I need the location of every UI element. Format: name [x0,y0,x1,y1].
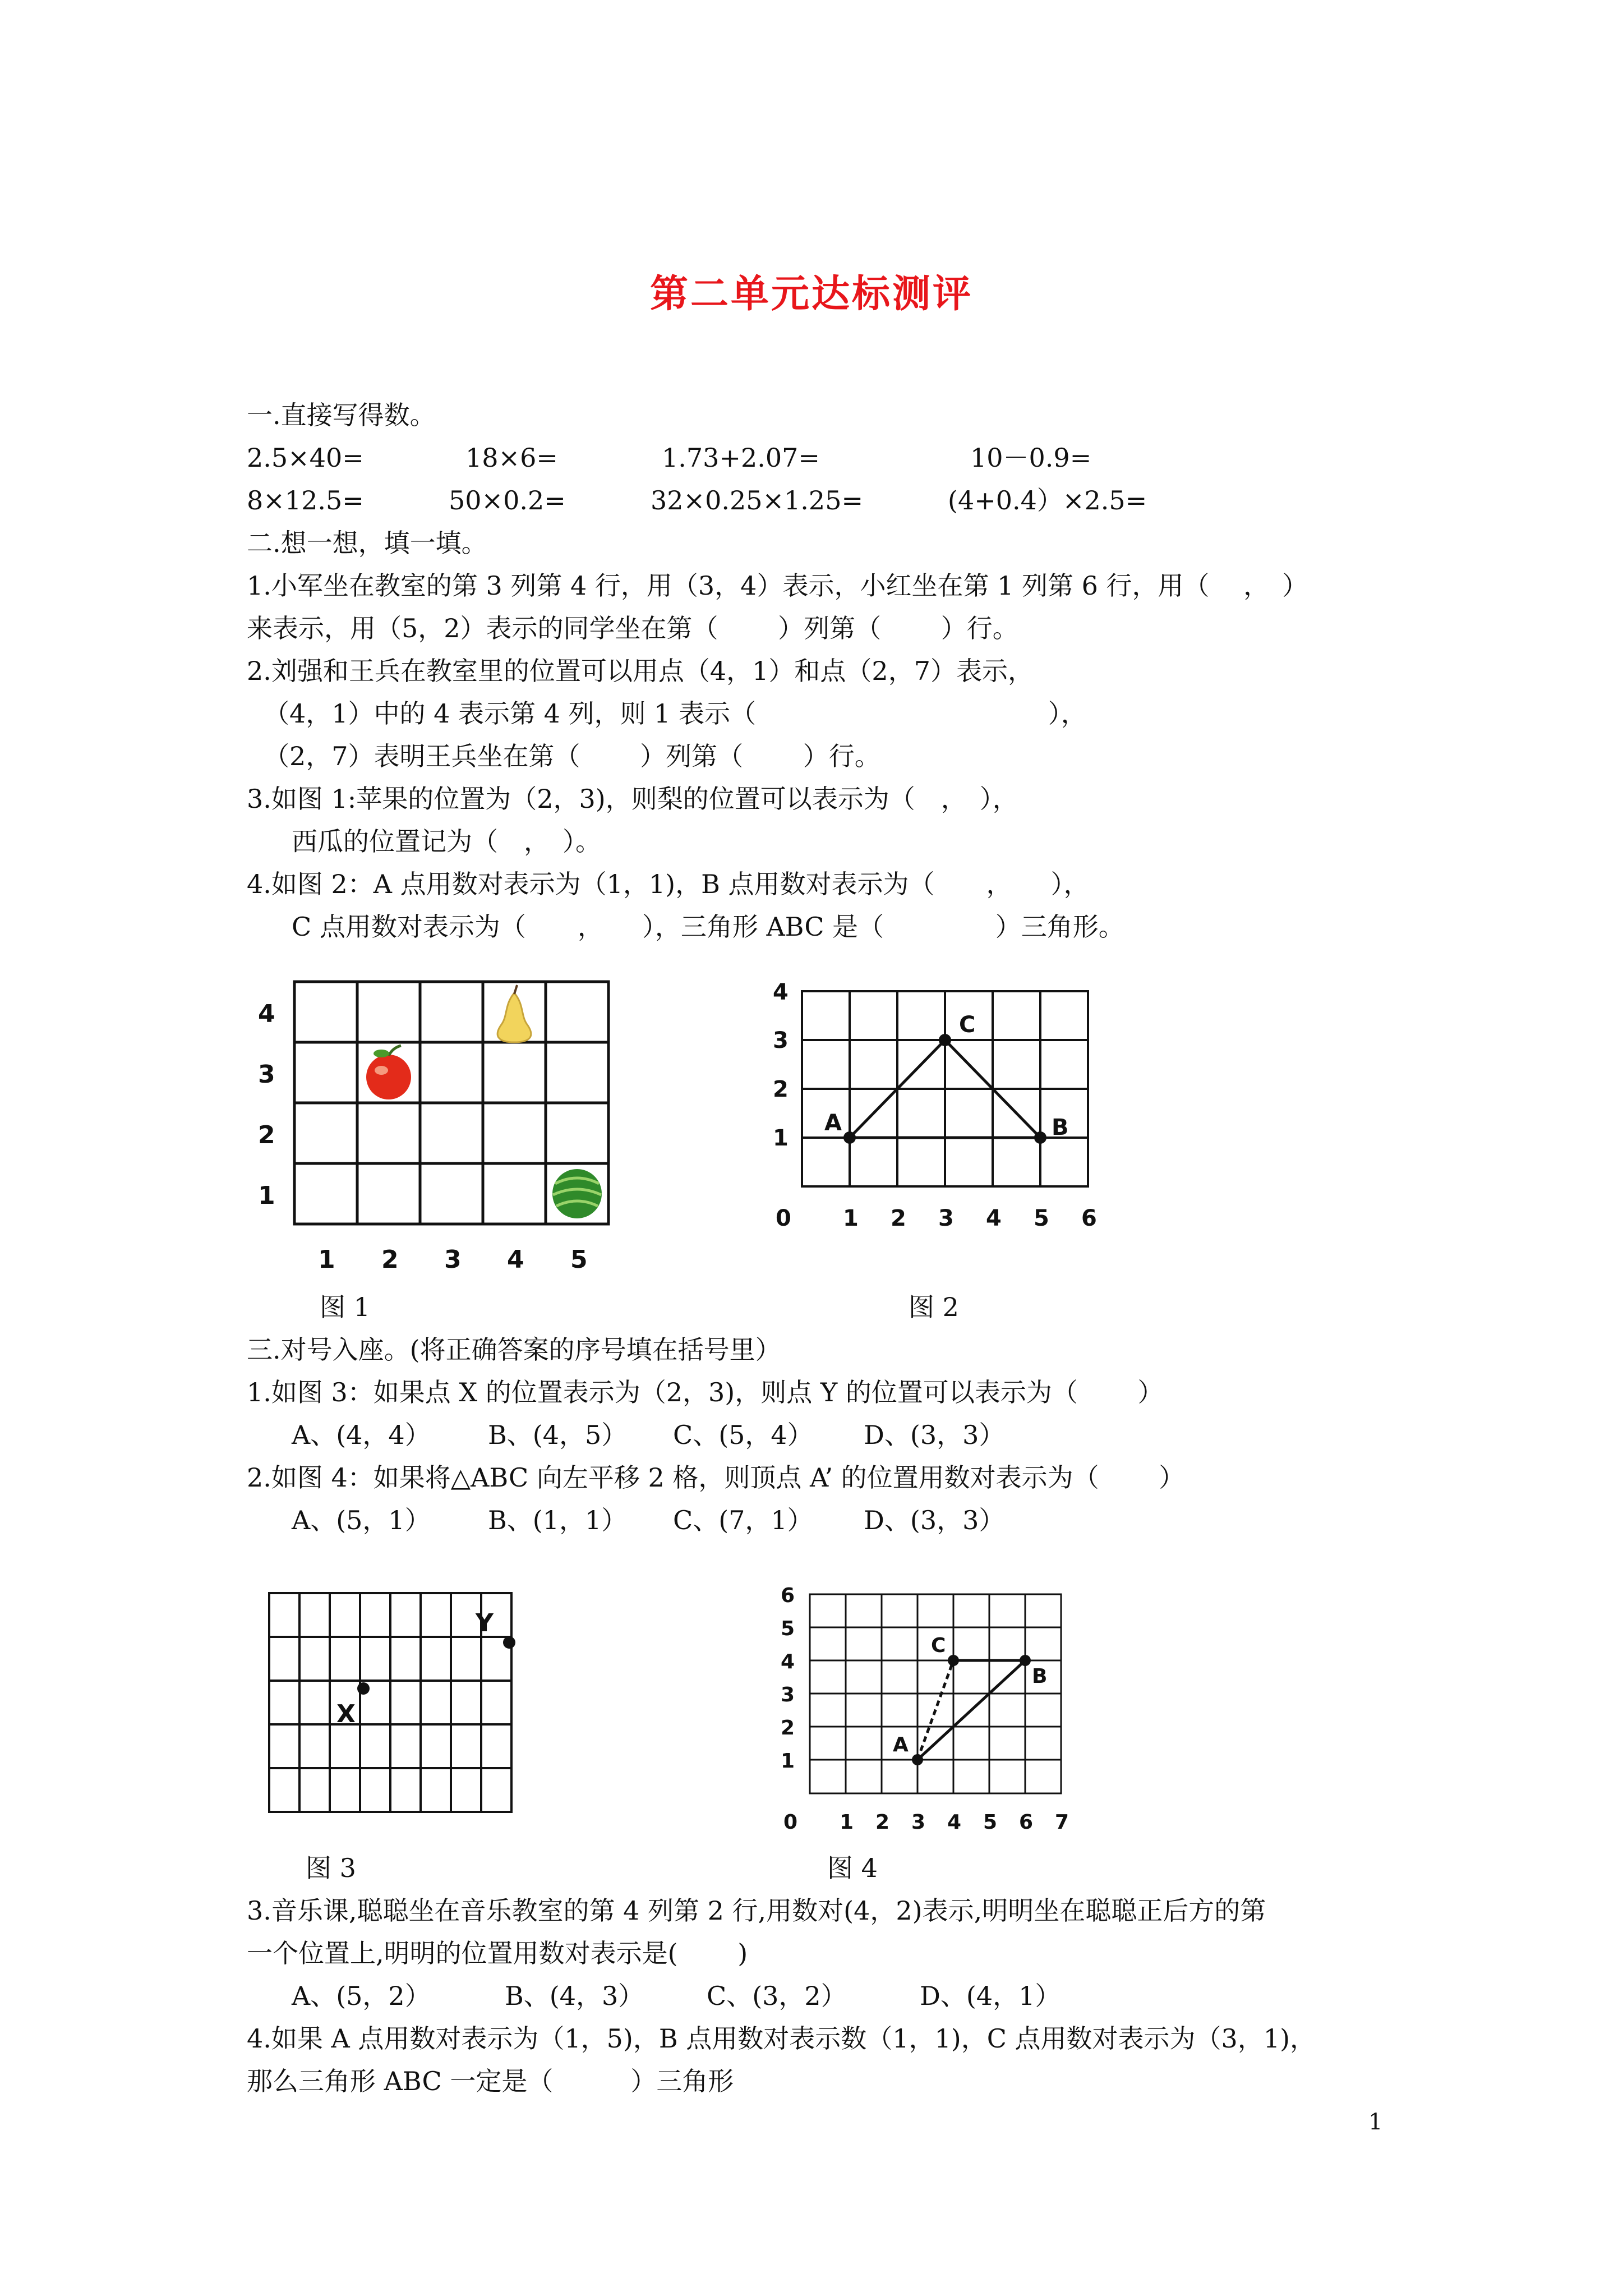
x-tick-label: 2 [381,1245,399,1274]
point-label-b: B [1052,1115,1069,1140]
x-tick-label: 2 [875,1811,890,1834]
point-label-c: C [959,1012,976,1038]
x-tick-label: 7 [1055,1811,1069,1834]
point-label-a: A [893,1733,909,1756]
question-text: 西瓜的位置记为（ ， ）。 [292,826,601,857]
x-tick-label: 3 [938,1205,954,1231]
figure-3-caption: 图 3 [306,1853,356,1883]
question-text: （4，1）中的 4 表示第 4 列，则 1 表示（ ）， [264,698,1087,729]
question-text: 4.如果 A 点用数对表示为（1，5)，B 点用数对表示数（1，1)，C 点用数对表示为（3，1)， [247,2023,1316,2054]
x-tick-label: 6 [1019,1811,1034,1834]
x-tick-label: 3 [911,1811,926,1834]
y-tick-label: 4 [773,979,789,1005]
option-c: C、(7，1） [673,1505,813,1535]
question-text: C 点用数对表示为（ ， ），三角形 ABC 是（ ）三角形。 [292,912,1124,942]
option-c: C、(3，2） [707,1981,847,2011]
question-text: 1.小军坐在教室的第 3 列第 4 行，用（3，4）表示，小红坐在第 1 列第 6 行，用（ ， ） [247,570,1308,601]
question-text: 1.如图 3：如果点 X 的位置表示为（2，3)，则点 Y 的位置可以表示为（ ） [247,1377,1164,1407]
pear-icon [497,985,531,1042]
calc-item: 10－0.9= [970,443,1092,473]
y-tick-label: 1 [773,1125,789,1151]
y-tick-label: 3 [258,1060,275,1089]
y-tick-label: 2 [258,1121,275,1149]
apple-icon [366,1046,411,1099]
figure-1-caption: 图 1 [320,1292,370,1322]
option-c: C、(5，4） [673,1420,813,1450]
option-a: A、(5，1） [292,1505,431,1535]
x-tick-label: 2 [891,1205,906,1231]
y-tick-label: 2 [773,1076,789,1102]
figure-1-grid [241,970,634,1285]
question-text: 来表示，用（5，2）表示的同学坐在第（ ）列第（ ）行。 [247,613,1018,643]
figure-2-grid [768,976,1116,1240]
y-tick-label: 6 [781,1584,795,1607]
figure-2-caption: 图 2 [909,1292,959,1322]
x-tick-label: 4 [947,1811,962,1834]
y-tick-label: 1 [781,1750,795,1773]
option-d: D、(4，1） [920,1981,1061,2011]
page-number: 1 [1368,2109,1383,2135]
question-text: （2，7）表明王兵坐在第（ ）列第（ ）行。 [264,741,880,771]
x-tick-label: 4 [986,1205,1002,1231]
figure-3-grid [264,1588,527,1823]
option-d: D、(3，3） [864,1420,1005,1450]
option-a: A、(4，4） [292,1420,431,1450]
calc-item: 1.73+2.07= [662,443,820,473]
question-text: 3.如图 1:苹果的位置为（2，3)，则梨的位置可以表示为（ ， ）， [247,784,1018,814]
section-2-heading: 二.想一想，填一填。 [247,528,487,558]
x-tick-label: 5 [1034,1205,1049,1231]
y-tick-label: 5 [781,1617,795,1640]
point-label-y: Y [476,1609,494,1637]
y-tick-label: 2 [781,1717,795,1740]
calc-item: (4+0.4）×2.5= [948,485,1147,516]
question-text: 一个位置上,明明的位置用数对表示是( ) [247,1938,748,1968]
option-b: B、(4，5） [488,1420,628,1450]
x-tick-label: 3 [444,1245,462,1274]
x-tick-label: 1 [318,1245,335,1274]
y-tick-label: 1 [258,1181,275,1210]
x-tick-label: 5 [983,1811,998,1834]
calc-item: 2.5×40= [247,443,364,473]
section-3-heading: 三.对号入座。(将正确答案的序号填在括号里） [247,1335,781,1365]
x-tick-label: 5 [570,1245,588,1274]
y-tick-label: 4 [258,1000,275,1028]
option-a: A、(5，2） [292,1981,431,2011]
section-1-heading: 一.直接写得数。 [247,400,436,430]
point-label-x: X [336,1700,356,1728]
question-text: 4.如图 2：A 点用数对表示为（1，1)，B 点用数对表示为（ ， ）， [247,869,1090,899]
figure-4-caption: 图 4 [827,1853,878,1883]
y-tick-label: 3 [781,1683,795,1706]
calc-item: 32×0.25×1.25= [651,485,864,516]
x-tick-label: 6 [1081,1205,1097,1231]
x-tick-label: 4 [507,1245,524,1274]
page-title: 第二单元达标测评 [649,272,973,316]
point-label-a: A [824,1110,842,1136]
x-tick-label: 0 [783,1811,798,1834]
point-label-c: C [931,1634,946,1657]
point-label-b: B [1032,1665,1048,1688]
y-tick-label: 3 [773,1028,789,1053]
option-b: B、(4，3） [505,1981,644,2011]
question-text: 那么三角形 ABC 一定是（ ）三角形 [247,2066,734,2096]
x-tick-label: 0 [776,1205,791,1231]
calc-item: 50×0.2= [449,485,566,516]
question-text: 2.如图 4：如果将△ABC 向左平移 2 格，则顶点 A’ 的位置用数对表示为（ ） [247,1462,1185,1493]
x-tick-label: 1 [840,1811,854,1834]
x-tick-label: 1 [843,1205,859,1231]
option-b: B、(1，1） [488,1505,628,1535]
calc-item: 8×12.5= [247,485,364,516]
question-text: 3.音乐课,聪聪坐在音乐教室的第 4 列第 2 行,用数对(4，2)表示,明明坐在聪聪正后方的第 [247,1895,1266,1926]
option-d: D、(3，3） [864,1505,1005,1535]
y-tick-label: 4 [781,1650,795,1673]
calc-item: 18×6= [465,443,558,473]
figure-4-grid [768,1576,1082,1840]
watermelon-icon [552,1169,602,1218]
question-text: 2.刘强和王兵在教室里的位置可以用点（4，1）和点（2，7）表示， [247,656,1034,686]
